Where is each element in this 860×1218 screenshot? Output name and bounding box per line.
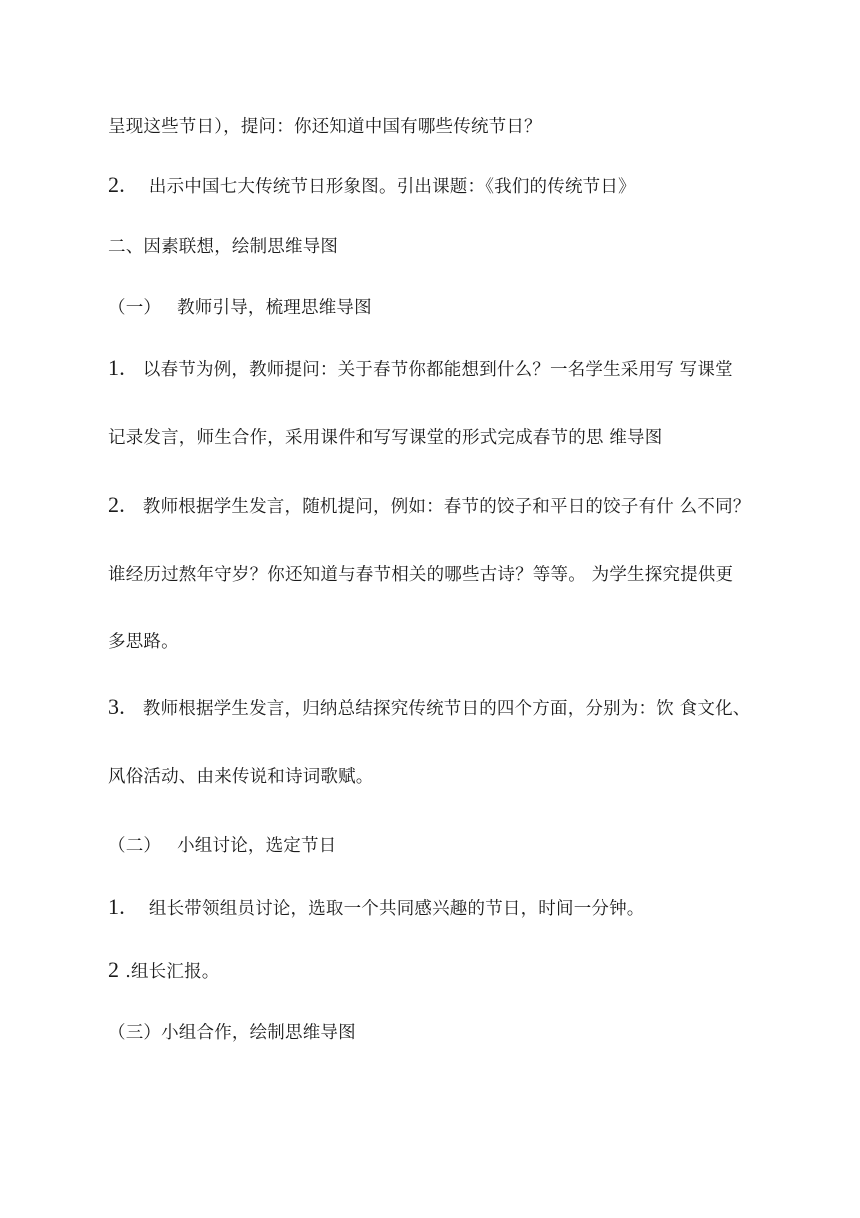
paragraph-line-5	[108, 356, 763, 382]
subsection-number: （一）	[108, 298, 162, 318]
paragraph-line-2	[108, 173, 763, 199]
item-number: 2.	[108, 172, 125, 197]
line-text: 记录发言，师生合作，采用课件和写写课堂的形式完成春节的思 维导图	[108, 428, 663, 448]
heading-text: 教师引导，梳理思维导图	[177, 298, 372, 318]
line-text: 以春节为例，教师提问：关于春节你都能想到什么？一名学生采用写 写课堂	[142, 360, 733, 380]
line-text: 出示中国七大传统节日形象图。引出课题：《我们的传统节日》	[148, 177, 636, 197]
subsection-heading-3	[108, 1021, 763, 1045]
paragraph-line-1	[108, 115, 763, 139]
paragraph-line-13	[108, 895, 763, 921]
paragraph-line-14	[108, 958, 763, 984]
item-number: 1.	[108, 355, 125, 380]
line-text: 教师根据学生发言，归纳总结探究传统节日的四个方面，分别为：饮 食文化、	[142, 699, 751, 719]
heading-text: 小组讨论，选定节日	[177, 836, 337, 856]
subsection-number: （二）	[108, 836, 162, 856]
item-number: 2.	[108, 492, 125, 517]
subsection-heading-1	[108, 296, 763, 320]
item-number: 2	[108, 957, 120, 982]
heading-text: 小组合作，绘制思维导图	[161, 1023, 356, 1043]
subsection-number: （三）	[108, 1023, 162, 1043]
line-text: 多思路。	[108, 632, 179, 652]
subsection-heading-2	[108, 834, 763, 858]
paragraph-line-11	[108, 765, 763, 789]
line-text: 教师根据学生发言，随机提问，例如：春节的饺子和平日的饺子有什 么不同？	[142, 497, 751, 517]
line-text: .组长汇报。	[125, 962, 220, 982]
line-text: 组长带领组员讨论，选取一个共同感兴趣的节日，时间一分钟。	[148, 899, 645, 919]
paragraph-line-8	[108, 563, 763, 587]
line-text: 谁经历过熬年守岁？你还知道与春节相关的哪些古诗？等等。 为学生探究提供更	[108, 565, 734, 585]
item-number: 3.	[108, 694, 125, 719]
paragraph-line-7	[108, 493, 763, 519]
heading-text: 二、因素联想，绘制思维导图	[108, 237, 339, 257]
line-text: 呈现这些节日），提问：你还知道中国有哪些传统节日？	[108, 117, 542, 137]
line-text: 风俗活动、由来传说和诗词歌赋。	[108, 767, 374, 787]
section-heading-2	[108, 235, 763, 259]
item-number: 1.	[108, 894, 125, 919]
paragraph-line-10	[108, 695, 763, 721]
paragraph-line-9	[108, 630, 763, 654]
paragraph-line-6	[108, 426, 763, 450]
